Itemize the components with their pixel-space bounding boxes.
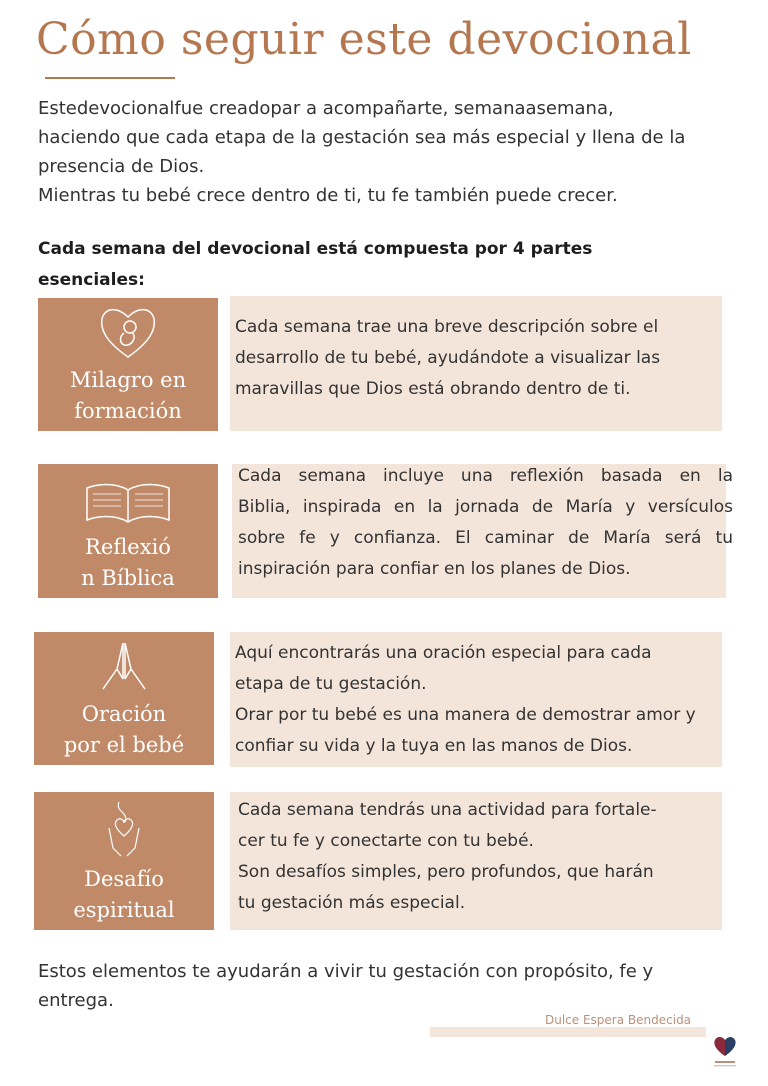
- label-box-reflexion: [38, 464, 218, 598]
- intro-line: Estedevocionalfue creadopar a acompañarte, semanaasemana,: [38, 98, 614, 119]
- text-line: etapa de tu gestación.: [235, 674, 427, 694]
- box-label-line: por el bebé: [63, 733, 185, 757]
- box-label-line: Desafío: [84, 867, 164, 891]
- label-box-desafio: [34, 792, 214, 930]
- hands-heart-icon: [99, 798, 149, 860]
- intro-line: presencia de Dios.: [38, 156, 205, 177]
- description-oracion: [235, 638, 720, 762]
- text-line: desarrollo de tu bebé, ayudándote a visualizar las: [235, 348, 661, 368]
- closing-paragraph: Estos elementos te ayudarán a vivir tu gestación con propósito, fe y entrega.: [38, 961, 654, 1011]
- text-line: Son desafíos simples, pero profundos, que harán: [238, 862, 654, 882]
- description-milagro: [235, 312, 720, 405]
- text-line: Aquí encontrarás una oración especial para cada: [235, 643, 652, 663]
- text-line: maravillas que Dios está obrando dentro de ti.: [235, 379, 631, 399]
- description-reflexion: [238, 461, 733, 585]
- intro-paragraph: [38, 94, 738, 210]
- description-desafio: [238, 795, 720, 919]
- text-line: tu gestación más especial.: [238, 893, 466, 913]
- brand-footer: Dulce Espera Bendecida: [545, 1013, 692, 1027]
- open-bible-icon: [83, 480, 173, 528]
- box-label-line: Oración: [81, 702, 167, 726]
- text-line: Cada semana incluye una reflexión basada en la: [238, 466, 733, 486]
- text-line: confiar su vida y la tuya en las manos de Dios.: [235, 736, 633, 756]
- text-line: sobre fe y confianza. El caminar de María será tu: [238, 528, 733, 548]
- box-label-line: Reflexió: [85, 535, 171, 559]
- text-line: Biblia, inspirada en la jornada de María y versículos: [238, 497, 733, 517]
- box-label-line: Milagro en: [69, 368, 187, 392]
- intro-line: haciendo que cada etapa de la gestación sea más especial y llena de la: [38, 127, 686, 148]
- box-label-line: n Bíblica: [81, 566, 175, 590]
- section-heading: Cada semana del devocional está compuesta por 4 partes esenciales:: [38, 239, 593, 290]
- label-box-oracion: [34, 632, 214, 765]
- page-title: Cómo seguir este devocional: [36, 14, 692, 65]
- logo-heart-icon: [712, 1034, 738, 1070]
- text-line: Cada semana trae una breve descripción sobre el: [235, 317, 659, 337]
- text-line: inspiración para confiar en los planes de Dios.: [238, 559, 631, 579]
- text-line: cer tu fe y conectarte con tu bebé.: [238, 831, 534, 851]
- title-underline: [45, 77, 175, 79]
- label-box-milagro: [38, 298, 218, 431]
- praying-hands-icon: [99, 639, 149, 695]
- box-label-line: espiritual: [73, 898, 175, 922]
- footer-bar: [430, 1027, 706, 1037]
- text-line: Cada semana tendrás una actividad para fortale-: [238, 800, 657, 820]
- text-line: Orar por tu bebé es una manera de demostrar amor y: [235, 705, 696, 725]
- box-label-line: formación: [74, 399, 182, 423]
- heart-baby-icon: [98, 303, 158, 361]
- intro-line: Mientras tu bebé crece dentro de ti, tu fe también puede crecer.: [38, 185, 618, 206]
